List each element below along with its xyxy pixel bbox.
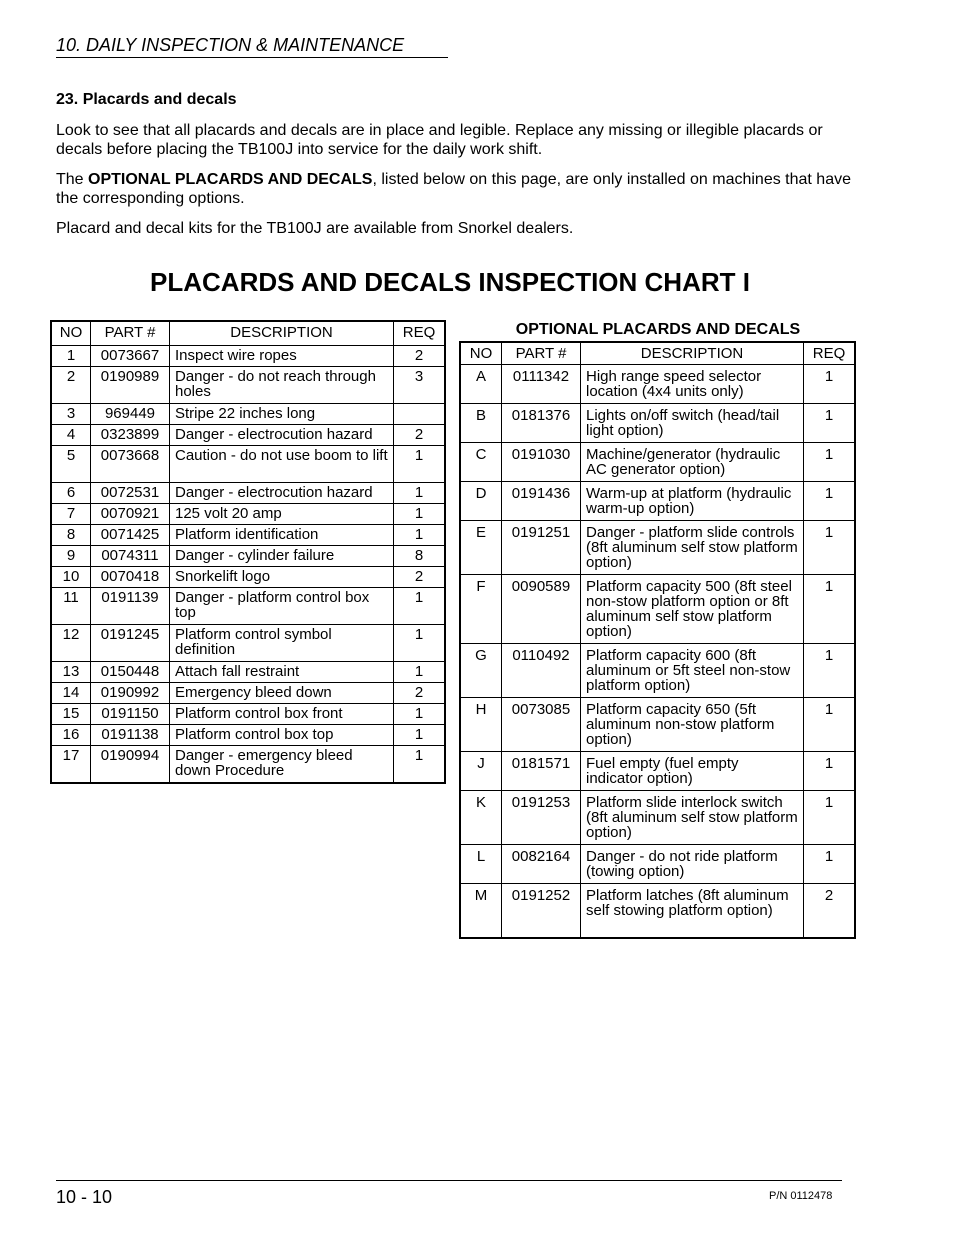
cell-no: K <box>460 791 502 845</box>
cell-part: 0073667 <box>91 346 170 367</box>
table-row <box>51 404 445 425</box>
cell-description: Platform control box top <box>170 725 394 746</box>
table-row <box>51 483 445 504</box>
cell-no: C <box>460 443 502 482</box>
main-placards-table <box>50 320 446 784</box>
table-row <box>51 662 445 683</box>
table-row <box>460 365 855 404</box>
cell-part: 0191251 <box>502 521 581 575</box>
cell-req: 2 <box>394 346 446 367</box>
cell-description: Danger - platform slide controls (8ft aluminum self stow platform option) <box>581 521 804 575</box>
table-row <box>460 482 855 521</box>
cell-req: 1 <box>394 746 446 784</box>
cell-part: 0191252 <box>502 884 581 939</box>
cell-description: Machine/generator (hydraulic AC generator option) <box>581 443 804 482</box>
table-row <box>51 588 445 625</box>
cell-req: 2 <box>394 683 446 704</box>
cell-req: 1 <box>804 443 856 482</box>
cell-req: 1 <box>804 791 856 845</box>
cell-description: Danger - electrocution hazard <box>170 483 394 504</box>
cell-part: 0181376 <box>502 404 581 443</box>
table-row <box>460 443 855 482</box>
cell-req: 1 <box>394 446 446 483</box>
col-header-no: NO <box>51 321 91 346</box>
section-title: 23. Placards and decals <box>56 91 237 108</box>
table-row <box>460 404 855 443</box>
cell-no: 16 <box>51 725 91 746</box>
opt-col-header-part: PART # <box>502 342 581 365</box>
cell-no: 4 <box>51 425 91 446</box>
cell-description: Warm-up at platform (hydraulic warm-up option) <box>581 482 804 521</box>
cell-description: Danger - do not reach through holes <box>170 367 394 404</box>
table-row <box>460 644 855 698</box>
cell-no: 14 <box>51 683 91 704</box>
cell-no: 6 <box>51 483 91 504</box>
optional-note-paragraph <box>56 170 856 208</box>
cell-description: Platform control symbol definition <box>170 625 394 662</box>
cell-part: 0191139 <box>91 588 170 625</box>
cell-req: 1 <box>804 365 856 404</box>
cell-description: Platform identification <box>170 525 394 546</box>
cell-req: 1 <box>804 521 856 575</box>
cell-part: 0074311 <box>91 546 170 567</box>
cell-part: 0071425 <box>91 525 170 546</box>
page-number: 10 - 10 <box>56 1187 113 1207</box>
table-row <box>51 425 445 446</box>
cell-description: Danger - platform control box top <box>170 588 394 625</box>
cell-no: 2 <box>51 367 91 404</box>
cell-part: 969449 <box>91 404 170 425</box>
col-header-part: PART # <box>91 321 170 346</box>
cell-req: 1 <box>804 698 856 752</box>
cell-part: 0090589 <box>502 575 581 644</box>
cell-req: 1 <box>804 752 856 791</box>
cell-req: 1 <box>804 644 856 698</box>
table-row <box>460 521 855 575</box>
table-row <box>51 567 445 588</box>
cell-part: 0191436 <box>502 482 581 521</box>
opt-col-header-req: REQ <box>804 342 856 365</box>
cell-description: Danger - electrocution hazard <box>170 425 394 446</box>
table-row <box>460 575 855 644</box>
cell-no: 10 <box>51 567 91 588</box>
cell-part: 0070921 <box>91 504 170 525</box>
table-row <box>51 367 445 404</box>
cell-no: 5 <box>51 446 91 483</box>
cell-no: 13 <box>51 662 91 683</box>
cell-description: Danger - emergency bleed down Procedure <box>170 746 394 784</box>
table-row <box>460 884 855 939</box>
page-header: 10. DAILY INSPECTION & MAINTENANCE <box>56 35 448 58</box>
main-table-header-row <box>51 321 445 346</box>
cell-description: Caution - do not use boom to lift <box>170 446 394 483</box>
cell-part: 0190992 <box>91 683 170 704</box>
cell-description: Attach fall restraint <box>170 662 394 683</box>
cell-no: 15 <box>51 704 91 725</box>
cell-part: 0190989 <box>91 367 170 404</box>
table-row <box>51 525 445 546</box>
table-row <box>51 504 445 525</box>
cell-req: 1 <box>804 845 856 884</box>
table-row <box>460 698 855 752</box>
cell-part: 0191138 <box>91 725 170 746</box>
cell-no: 1 <box>51 346 91 367</box>
table-row <box>51 725 445 746</box>
cell-description: Platform control box front <box>170 704 394 725</box>
cell-no: H <box>460 698 502 752</box>
optional-note-post: , listed below on this page, are only installed on machines that have the corresponding options. <box>56 171 851 207</box>
cell-no: 9 <box>51 546 91 567</box>
cell-no: 8 <box>51 525 91 546</box>
cell-description: Snorkelift logo <box>170 567 394 588</box>
cell-no: 3 <box>51 404 91 425</box>
cell-no: D <box>460 482 502 521</box>
cell-no: J <box>460 752 502 791</box>
cell-no: 17 <box>51 746 91 784</box>
cell-req: 1 <box>394 625 446 662</box>
col-header-req: REQ <box>394 321 446 346</box>
optional-note-bold: OPTIONAL PLACARDS AND DECALS <box>88 171 373 188</box>
cell-no: E <box>460 521 502 575</box>
col-header-description: DESCRIPTION <box>170 321 394 346</box>
cell-req: 1 <box>804 482 856 521</box>
cell-part: 0323899 <box>91 425 170 446</box>
cell-part: 0073668 <box>91 446 170 483</box>
table-row <box>51 625 445 662</box>
cell-no: G <box>460 644 502 698</box>
cell-req: 1 <box>394 504 446 525</box>
cell-req <box>394 404 446 425</box>
cell-part: 0111342 <box>502 365 581 404</box>
cell-description: Lights on/off switch (head/tail light option) <box>581 404 804 443</box>
cell-part: 0190994 <box>91 746 170 784</box>
cell-req: 1 <box>394 704 446 725</box>
cell-no: 11 <box>51 588 91 625</box>
cell-req: 2 <box>804 884 856 939</box>
cell-req: 1 <box>804 575 856 644</box>
cell-description: Inspect wire ropes <box>170 346 394 367</box>
cell-part: 0082164 <box>502 845 581 884</box>
cell-description: Platform latches (8ft aluminum self stowing platform option) <box>581 884 804 939</box>
kits-paragraph: Placard and decal kits for the TB100J are available from Snorkel dealers. <box>56 220 574 237</box>
table-row <box>51 546 445 567</box>
cell-description: Fuel empty (fuel empty indicator option) <box>581 752 804 791</box>
table-row <box>51 346 445 367</box>
optional-note-pre: The <box>56 171 89 188</box>
cell-part: 0070418 <box>91 567 170 588</box>
cell-req: 1 <box>804 404 856 443</box>
cell-description: Danger - cylinder failure <box>170 546 394 567</box>
cell-req: 1 <box>394 483 446 504</box>
cell-req: 1 <box>394 588 446 625</box>
optional-table-title: OPTIONAL PLACARDS AND DECALS <box>515 321 801 338</box>
table-row <box>51 746 445 784</box>
cell-description: Platform capacity 650 (5ft aluminum non-stow platform option) <box>581 698 804 752</box>
opt-col-header-no: NO <box>460 342 502 365</box>
optional-placards-table <box>459 341 856 939</box>
table-row <box>51 446 445 483</box>
cell-description: High range speed selector location (4x4 units only) <box>581 365 804 404</box>
cell-description: Platform capacity 500 (8ft steel non-stow platform option or 8ft aluminum self stow platform option) <box>581 575 804 644</box>
cell-part: 0191245 <box>91 625 170 662</box>
cell-req: 8 <box>394 546 446 567</box>
cell-part: 0110492 <box>502 644 581 698</box>
table-row <box>460 752 855 791</box>
table-row <box>51 704 445 725</box>
opt-col-header-description: DESCRIPTION <box>581 342 804 365</box>
cell-part: 0191253 <box>502 791 581 845</box>
cell-no: B <box>460 404 502 443</box>
cell-description: Platform capacity 600 (8ft aluminum or 5ft steel non-stow platform option) <box>581 644 804 698</box>
optional-table-header-row <box>460 342 855 365</box>
cell-description: Platform slide interlock switch (8ft aluminum self stow platform option) <box>581 791 804 845</box>
cell-no: M <box>460 884 502 939</box>
cell-part: 0073085 <box>502 698 581 752</box>
part-number: P/N 0112478 <box>769 1190 833 1202</box>
cell-no: L <box>460 845 502 884</box>
cell-req: 1 <box>394 525 446 546</box>
cell-part: 0191030 <box>502 443 581 482</box>
cell-req: 2 <box>394 425 446 446</box>
cell-req: 2 <box>394 567 446 588</box>
cell-no: A <box>460 365 502 404</box>
cell-description: Emergency bleed down <box>170 683 394 704</box>
cell-part: 0181571 <box>502 752 581 791</box>
cell-req: 1 <box>394 662 446 683</box>
cell-req: 3 <box>394 367 446 404</box>
cell-description: Stripe 22 inches long <box>170 404 394 425</box>
cell-no: 7 <box>51 504 91 525</box>
chart-title: PLACARDS AND DECALS INSPECTION CHART I <box>150 267 750 297</box>
cell-req: 1 <box>394 725 446 746</box>
cell-description: Danger - do not ride platform (towing option) <box>581 845 804 884</box>
intro-paragraph: Look to see that all placards and decals are in place and legible. Replace any missing or illegible placards or decals before placing the TB100J into service for the daily work shift. <box>56 122 823 158</box>
cell-part: 0072531 <box>91 483 170 504</box>
table-row <box>460 791 855 845</box>
cell-no: F <box>460 575 502 644</box>
cell-description: 125 volt 20 amp <box>170 504 394 525</box>
table-row <box>51 683 445 704</box>
table-row <box>460 845 855 884</box>
cell-part: 0150448 <box>91 662 170 683</box>
cell-part: 0191150 <box>91 704 170 725</box>
footer-divider <box>56 1180 842 1181</box>
cell-no: 12 <box>51 625 91 662</box>
